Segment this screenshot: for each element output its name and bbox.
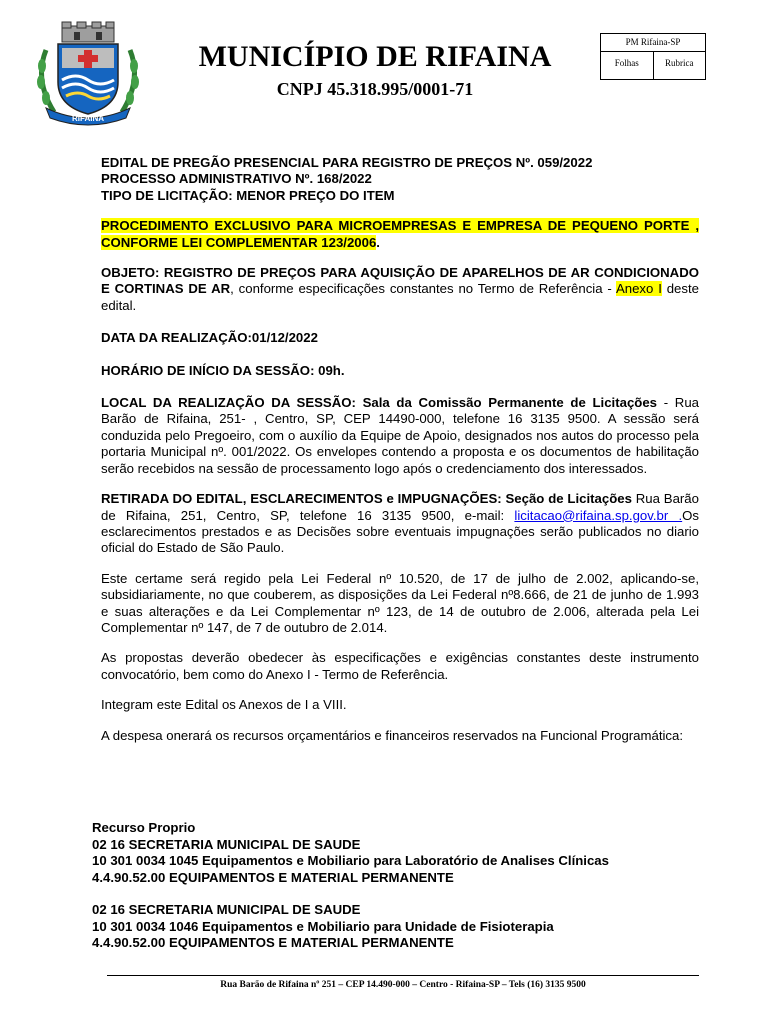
propostas-paragraph: As propostas deverão obedecer às especificações e exigências constantes deste instrumento convocatório, bem como do Anexo I - Termo de Referência. — [101, 650, 699, 682]
budget-line: 10 301 0034 1046 Equipamentos e Mobiliario para Unidade de Fisioterapia — [92, 918, 554, 934]
municipal-crest-logo — [32, 20, 144, 128]
cnpj-number: CNPJ 45.318.995/0001-71 — [276, 79, 474, 99]
budget-line: 10 301 0034 1045 Equipamentos e Mobiliario para Laboratório de Analises Clínicas — [92, 853, 609, 868]
procedimento-highlight: PROCEDIMENTO EXCLUSIVO PARA MICROEMPRESAS E EMPRESA DE PEQUENO PORTE , CONFORME LEI COMPLEMENTAR 123/2006 — [101, 218, 699, 250]
anexo-highlight: Anexo I — [615, 281, 662, 297]
tipo-licitacao: TIPO DE LICITAÇÃO: MENOR PREÇO DO ITEM — [101, 187, 395, 203]
document-body — [101, 155, 699, 744]
procedimento-exclusivo: PROCEDIMENTO EXCLUSIVO PARA MICROEMPRESAS E EMPRESA DE PEQUENO PORTE , CONFORME LEI COMPLEMENTAR 123/2006. — [101, 218, 699, 250]
data-realizacao: DATA DA REALIZAÇÃO:01/12/2022 — [101, 330, 318, 346]
budget-line: 4.4.90.52.00 EQUIPAMENTOS E MATERIAL PERMANENTE — [92, 869, 454, 885]
footer-address: Rua Barão de Rifaina nº 251 – CEP 14.490-000 – Centro - Rifaina-SP – Tels (16) 3135 9500 — [220, 980, 586, 990]
objeto-paragraph: OBJETO: REGISTRO DE PREÇOS PARA AQUISIÇÃO DE APARELHOS DE AR CONDICIONADO E CORTINAS DE AR, conforme especificações constantes no Termo de Referência - Anexo I deste edital. — [101, 265, 699, 313]
budget-line: 02 16 SECRETARIA MUNICIPAL DE SAUDE — [92, 902, 361, 917]
edital-title: EDITAL DE PREGÃO PRESENCIAL PARA REGISTRO DE PREÇOS Nº. 059/2022 — [101, 155, 593, 170]
email-link[interactable]: licitacao@rifaina.sp.gov.br . — [514, 507, 683, 523]
regido-paragraph: Este certame será regido pela Lei Federal nº 10.520, de 17 de julho de 2.002, aplicando-se, subsidiariamente, no que couberem, as disposições da Lei Federal nº8.666, de 21 de junho de 1.993 e suas alterações e da Lei Complementar nº 123, de 14 de outubro de 2.006, alterada pela Lei Complementar nº 147, de 7 de outubro de 2.014. — [101, 570, 699, 635]
stamp-folhas: Folhas — [614, 58, 639, 68]
municipality-title: MUNICÍPIO DE RIFAINA — [198, 40, 552, 73]
budget-line: 02 16 SECRETARIA MUNICIPAL DE SAUDE — [92, 836, 361, 852]
footer-divider — [107, 975, 699, 976]
page-stamp-box — [600, 33, 706, 80]
integram-paragraph: Integram este Edital os Anexos de I a VIII. — [101, 697, 347, 713]
stamp-title: PM Rifaina-SP — [601, 34, 705, 52]
despesa-paragraph: A despesa onerará os recursos orçamentários e financeiros reservados na Funcional Programática: — [101, 727, 684, 743]
processo-administrativo: PROCESSO ADMINISTRATIVO Nº. 168/2022 — [101, 171, 372, 187]
objeto-label: OBJETO: REGISTRO DE PREÇOS PARA AQUISIÇÃO DE APARELHOS DE AR CONDICIONADO E CORTINAS DE AR — [101, 265, 699, 297]
stamp-rubrica: Rubrica — [653, 52, 706, 80]
budget-section — [92, 820, 712, 952]
retirada-label: RETIRADA DO EDITAL, ESCLARECIMENTOS e IMPUGNAÇÕES: Seção de Licitações — [101, 491, 632, 507]
local-paragraph: LOCAL DA REALIZAÇÃO DA SESSÃO: Sala da Comissão Permanente de Licitações - Rua Barão de Rifaina, 251- , Centro, SP, CEP 14490-000, telefone 16 3135 9500. A sessão será conduzida pelo Pregoeiro, com o auxílio da Equipe de Apoio, designados nos autos do processo pela portaria Municipal nº. 001/2022. Os envelopes contendo a proposta e os documentos de habilitação serão recebidos na sessão de processamento logo após o credenciamento dos interessados. — [101, 395, 699, 476]
horario-inicio: HORÁRIO DE INÍCIO DA SESSÃO: 09h. — [101, 362, 345, 378]
local-label: LOCAL DA REALIZAÇÃO DA SESSÃO: Sala da Comissão Permanente de Licitações — [101, 395, 658, 411]
budget-line: 4.4.90.52.00 EQUIPAMENTOS E MATERIAL PERMANENTE — [92, 935, 454, 950]
recurso-proprio: Recurso Proprio — [92, 820, 196, 835]
retirada-paragraph: RETIRADA DO EDITAL, ESCLARECIMENTOS e IMPUGNAÇÕES: Seção de Licitações Rua Barão de Rifaina, 251, Centro, SP, telefone 16 3135 9500, e-mail: licitacao@rifaina.sp.gov.br .Os esclarecimentos prestados e as Decisões sobre eventuais impugnações serão publicados no diario oficial do Estado de São Paulo. — [101, 491, 699, 556]
crest-ribbon-text: RIFAINA — [72, 114, 104, 123]
